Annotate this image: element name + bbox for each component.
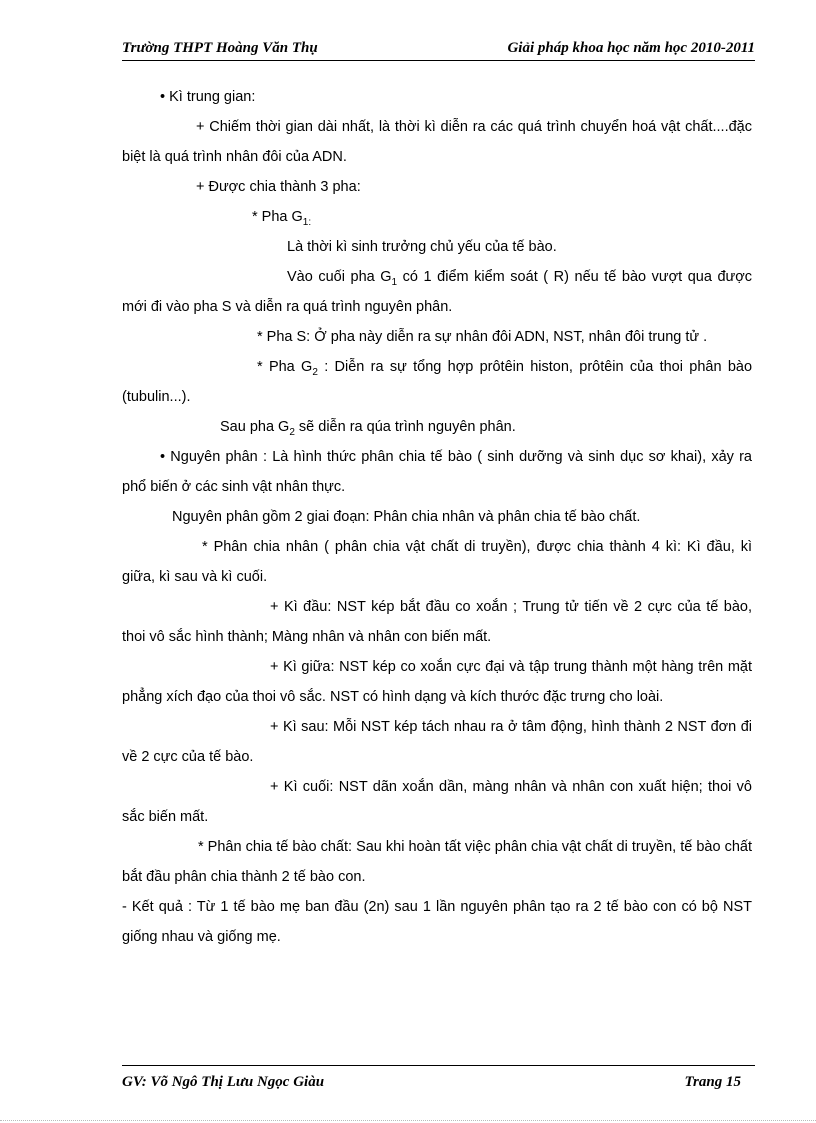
paragraph-result: - Kết quả : Từ 1 tế bào mẹ ban đầu (2n) sau 1 lần nguyên phân tạo ra 2 tế bào con có bộ NST giống nhau và giống mẹ. — [122, 899, 752, 945]
paragraph-g1-checkpoint — [122, 262, 752, 322]
paragraph-cytokinesis: * Phân chia tế bào chất: Sau khi hoàn tất việc phân chia vật chất di truyền, tế bào chất bắt đầu phân chia thành 2 tế bào con. — [122, 839, 752, 885]
phase-g1-label: * Pha G — [252, 209, 303, 225]
paragraph-g1-growth: Là thời kì sinh trưởng chủ yếu của tế bào. — [287, 239, 557, 255]
after-g2-subscript: 2 — [289, 427, 295, 438]
checkpoint-subscript: 1 — [391, 277, 398, 288]
phase-g2-label: * Pha G — [257, 359, 313, 375]
paragraph-phase-g2 — [122, 352, 752, 412]
paragraph-metaphase: + Kì giữa: NST kép co xoắn cực đại và tập trung thành một hàng trên mặt phẳng xích đạo của thoi vô sắc. NST có hình dạng và kích thước đặc trưng cho loài. — [122, 659, 752, 705]
paragraph-telophase: + Kì cuối: NST dãn xoắn dần, màng nhân và nhân con xuất hiện; thoi vô sắc biến mất. — [122, 779, 752, 825]
paragraph-after-g2 — [122, 412, 752, 442]
checkpoint-text-end: có 1 điểm kiểm soát ( R) nếu tế bào vượt qua được mới đi vào pha S và diễn ra quá trình nguyên phân. — [122, 269, 752, 315]
footer-page-number: Trang 15 — [684, 1074, 741, 1090]
paragraph-interphase: • Kì trung gian: — [160, 89, 256, 105]
paragraph-three-phases: + Được chia thành 3 pha: — [196, 179, 361, 195]
paragraph-phase-s: * Pha S: Ở pha này diễn ra sự nhân đôi ADN, NST, nhân đôi trung tử . — [257, 329, 708, 345]
checkpoint-text-start: Vào cuối pha G — [287, 269, 392, 285]
document-body — [122, 82, 752, 952]
paragraph-phase-g1-heading — [122, 202, 752, 232]
paragraph-anaphase: + Kì sau: Mỗi NST kép tách nhau ra ở tâm động, hình thành 2 NST đơn đi về 2 cực của tế bào. — [122, 719, 752, 765]
paragraph-mitosis: • Nguyên phân : Là hình thức phân chia tế bào ( sinh dưỡng và sinh dục sơ khai), xảy ra phổ biến ở các sinh vật nhân thực. — [122, 449, 752, 495]
phase-g2-subscript: 2 — [312, 367, 318, 378]
after-g2-label: Sau pha G — [220, 419, 290, 435]
paragraph-karyokinesis: * Phân chia nhân ( phân chia vật chất di truyền), được chia thành 4 kì: Kì đầu, kì giữa, kì sau và kì cuối. — [122, 539, 752, 585]
header-school: Trường THPT Hoàng Văn Thụ — [122, 40, 318, 56]
paragraph-interphase-duration: + Chiếm thời gian dài nhất, là thời kì diễn ra các quá trình chuyển hoá vật chất....đặc biệt là quá trình nhân đôi của ADN. — [122, 119, 752, 165]
page-footer — [122, 1065, 755, 1096]
paragraph-prophase: + Kì đầu: NST kép bắt đầu co xoắn ; Trung tử tiến về 2 cực của tế bào, thoi vô sắc hình thành; Màng nhân và nhân con biến mất. — [122, 599, 752, 645]
paragraph-mitosis-stages: Nguyên phân gồm 2 giai đoạn: Phân chia nhân và phân chia tế bào chất. — [172, 509, 641, 525]
page-header — [122, 38, 755, 61]
phase-g2-text: : Diễn ra sự tổng hợp prôtêin histon, prôtêin của thoi phân bào (tubulin...). — [122, 359, 753, 405]
after-g2-text: sẽ diễn ra qúa trình nguyên phân. — [294, 419, 516, 435]
page-boundary-divider — [0, 1120, 816, 1121]
header-title: Giải pháp khoa học năm học 2010-2011 — [507, 40, 755, 56]
phase-g1-subscript: 1: — [302, 217, 312, 228]
footer-author: GV: Võ Ngô Thị Lưu Ngọc Giàu — [122, 1074, 325, 1090]
